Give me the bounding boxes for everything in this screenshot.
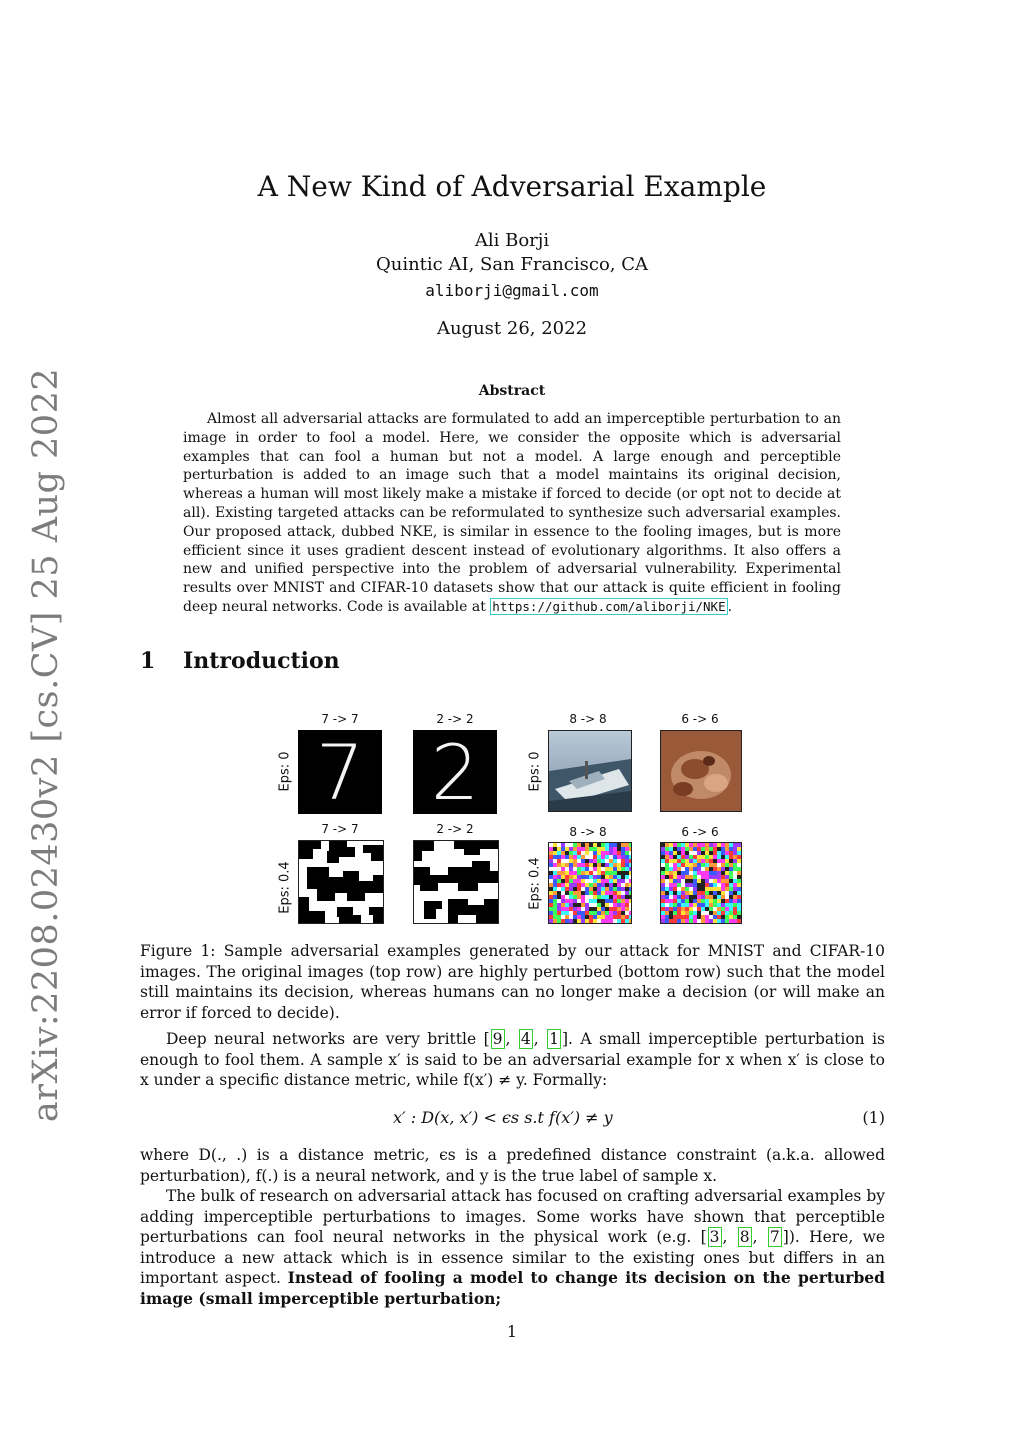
panel-title: 7 -> 7 [321, 712, 359, 726]
figure-caption: Figure 1: Sample adversarial examples generated by our attack for MNIST and CIFAR-10 images. The original images (top row) are highly perturbed (bottom row) such that the model still maintains its decision, whereas humans can no longer make a decision (or will make an error if forced to decide). [140, 942, 885, 1022]
p3-bold-text: Instead of fooling a model to change its decision on the perturbed image (small imperceptible perturbation; [140, 1268, 885, 1308]
mnist-digit-7-image: 7 [298, 730, 382, 814]
author-affiliation: Quintic AI, San Francisco, CA [375, 254, 649, 275]
row-label-eps04-mnist: Eps: 0.4 [277, 861, 293, 914]
abstract-period: . [727, 598, 733, 615]
row-label-eps04-cifar: Eps: 0.4 [527, 857, 543, 910]
citation-link[interactable]: 4 [520, 1030, 531, 1048]
intro-paragraph-2: where D(., .) is a distance metric, ϵs is a predefined distance constraint (a.k.a. allowed perturbation), f(.) is a neural network, and y is the true label of sample x. [140, 1146, 885, 1185]
mnist-digit-2-image: 2 [413, 730, 497, 814]
equation-number: (1) [862, 1108, 885, 1127]
paper-title: A New Kind of Adversarial Example [257, 170, 767, 203]
section-title: Introduction [182, 648, 340, 674]
cifar-ship-image [548, 730, 632, 812]
mnist-perturbed-7-image [298, 840, 384, 924]
citation-link[interactable]: 8 [739, 1228, 750, 1246]
intro-paragraph-1: Deep neural networks are very brittle [ 9 , 4 , 1 ]. A small imperceptible perturbation is enough to fool them. A sample x′ is said to be an adversarial example for x when x′ is close to x under a specific distance metric, while f(x′) ≠ y. Formally: [140, 1030, 886, 1089]
code-link[interactable]: https://github.com/aliborji/NKE [492, 598, 726, 614]
arxiv-id-text: arXiv:2208.02430v2 [cs.CV] 25 Aug 2022 [26, 367, 66, 1123]
panel-title: 8 -> 8 [569, 712, 607, 726]
panel-title: 8 -> 8 [569, 825, 607, 839]
p1-text-a: Deep neural networks are very brittle [ [166, 1030, 490, 1048]
panel-title: 2 -> 2 [436, 712, 474, 726]
panel-title: 7 -> 7 [321, 822, 359, 836]
panel-title: 6 -> 6 [681, 712, 719, 726]
page-number: 1 [506, 1322, 518, 1341]
citation-link[interactable]: 7 [769, 1228, 780, 1246]
abstract-heading: Abstract [478, 383, 546, 399]
p1-text-b: ]. A small imperceptible perturbation is enough to fool them. A sample x′ is said to be an adversarial example for x when x′ is close to x under a specific distance metric, while f(x′) ≠ y. Formally: [140, 1030, 886, 1089]
paper-date: August 26, 2022 [436, 318, 588, 339]
abstract-body [183, 410, 841, 617]
equation: x′ : D(x, x′) < ϵs s.t f(x′) ≠ y [393, 1108, 613, 1127]
abstract-text: Almost all adversarial attacks are formulated to add an imperceptible perturbation to an image in order to fool a model. Here, we consider the opposite which is adversarial examples that can fool a human but not a model. A large enough and perceptible perturbation is added to an image such that a model maintains its original decision, whereas a human will most likely make a mistake if forced to decide (or opt not to decide at all). Existing targeted attacks can be reformulated to synthesize such adversarial examples. Our proposed attack, dubbed NKE, is similar in essence to the fooling images, but is more efficient since it uses gradient descent instead of evolutionary algorithms. It also offers a new and unified perspective into the problem of adversarial vulnerability. Experimental results over MNIST and CIFAR-10 datasets show that our attack is quite efficient in fooling deep neural networks. Code is available at [183, 411, 841, 615]
noise-pattern [549, 843, 631, 923]
section-number: 1 [140, 648, 156, 674]
row-label-eps0-mnist: Eps: 0 [277, 751, 293, 792]
cifar-perturbed-ship-image [548, 842, 632, 924]
cifar-frog-image [660, 730, 742, 812]
cifar-perturbed-frog-image [660, 842, 742, 924]
section-heading [140, 648, 340, 674]
noise-pattern [661, 843, 741, 923]
row-label-eps0-cifar: Eps: 0 [527, 751, 543, 792]
panel-title: 6 -> 6 [681, 825, 719, 839]
citation-link[interactable]: 3 [709, 1228, 720, 1246]
intro-paragraph-3: The bulk of research on adversarial attack has focused on crafting adversarial examples by adding imperceptible perturbations to images. Some works have shown that perceptible perturbations can fool neural networks in the physical work (e.g. [ 3 , 8 , 7 ]). Here, we introduce a new attack which is in essence similar to the existing ones but differs in an important aspect. Instead of fooling a model to change its decision on the perturbed image (small imperceptible perturbation; [140, 1187, 886, 1308]
p3-text-a: The bulk of research on adversarial attack has focused on crafting adversarial examples by adding imperceptible perturbations to images. Some works have shown that perceptible perturbations can fool neural networks in the physical work (e.g. [ [140, 1187, 885, 1246]
citation-link[interactable]: 9 [492, 1030, 503, 1048]
mnist-perturbed-2-image [413, 840, 499, 924]
author-email: aliborji@gmail.com [425, 281, 599, 300]
author-name: Ali Borji [474, 230, 550, 251]
p3-text-b: ]). Here, we introduce a new attack which is in essence similar to the existing ones but differs in an important aspect. [140, 1228, 886, 1287]
citation-link[interactable]: 1 [549, 1030, 559, 1048]
panel-title: 2 -> 2 [436, 822, 474, 836]
